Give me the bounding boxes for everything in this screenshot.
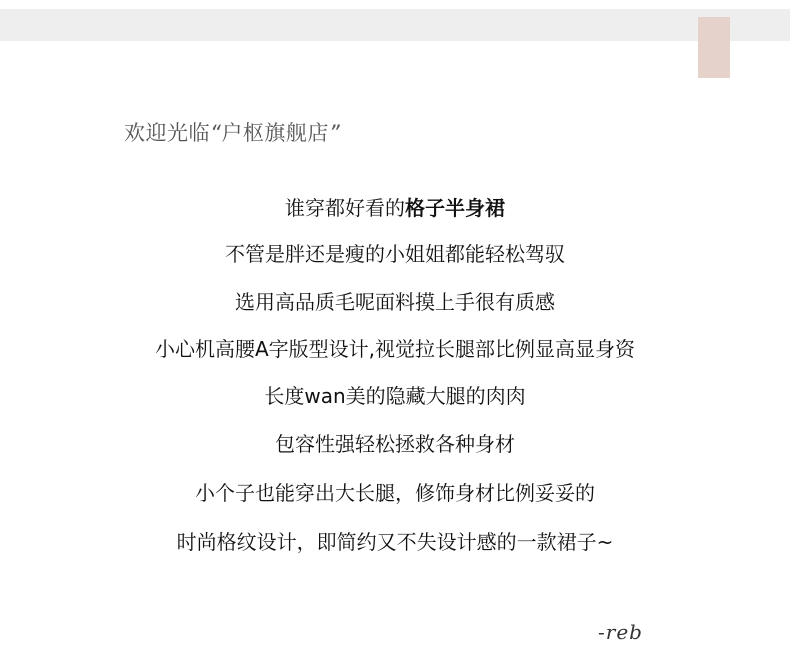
description-line-1 bbox=[0, 195, 790, 221]
description-line-2: 不管是胖还是瘦的小姐姐都能轻松驾驭 bbox=[225, 242, 565, 266]
description-line-3: 选用高品质毛呢面料摸上手很有质感 bbox=[235, 290, 555, 314]
description-line-6: 包容性强轻松拯救各种身材 bbox=[275, 432, 515, 456]
line-1-text: 谁穿都好看的 bbox=[285, 196, 405, 220]
close-quote: ” bbox=[328, 121, 341, 145]
open-quote: “ bbox=[210, 121, 222, 145]
shop-name: 户枢旗舰店 bbox=[221, 121, 329, 145]
description-line-5: 长度wan美的隐藏大腿的肉肉 bbox=[264, 384, 526, 408]
description-line-4: 小心机高腰A字版型设计,视觉拉长腿部比例显高显身资 bbox=[154, 337, 636, 361]
signature: -reb bbox=[598, 620, 643, 644]
description-line-8: 时尚格纹设计，即简约又不失设计感的一款裙子~ bbox=[176, 530, 614, 554]
line-1-highlight: 格子半身裙 bbox=[405, 196, 505, 220]
welcome-prefix: 欢迎光临 bbox=[124, 121, 210, 145]
description-line-7: 小个子也能穿出大长腿，修饰身材比例妥妥的 bbox=[195, 481, 595, 505]
